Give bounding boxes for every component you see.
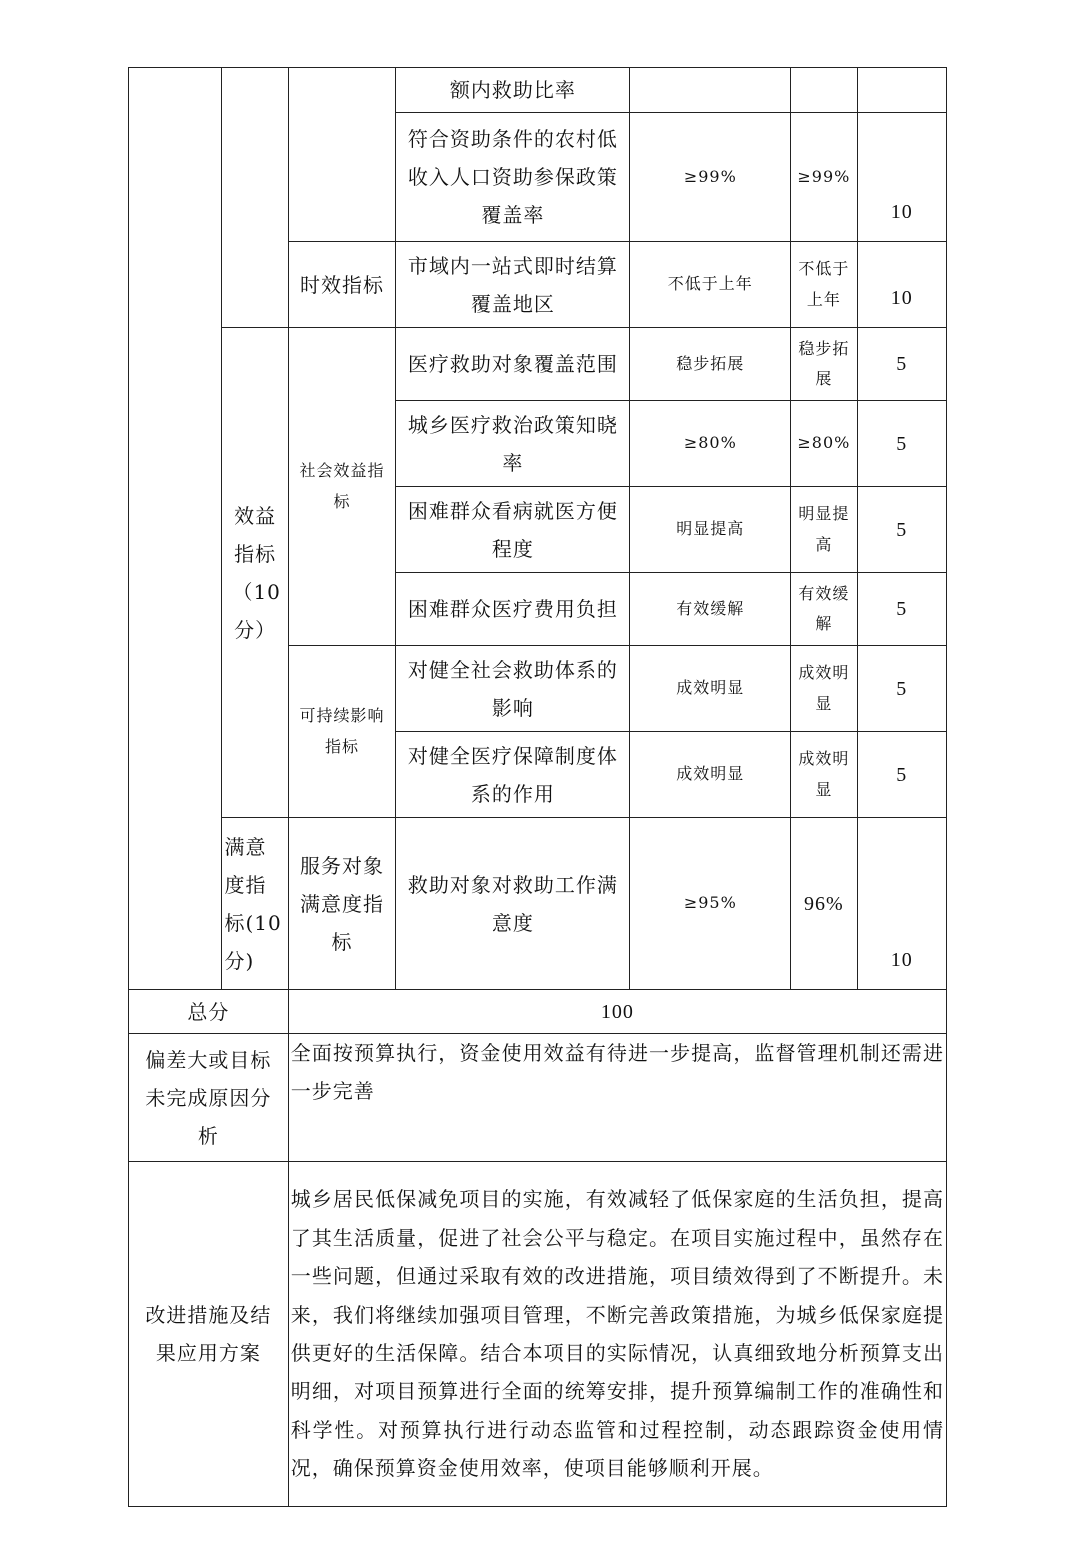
score-cell: 5 [857,732,946,818]
target-cell: ≥80% [630,401,791,487]
satisfaction-category-cell: 满意度指标(10分) [222,818,288,990]
actual-cell: 成效明显 [791,646,857,732]
improvement-row [129,1162,947,1507]
target-cell: 不低于上年 [630,242,791,328]
score-cell: 10 [857,242,946,328]
indicator-cell: 对健全医疗保障制度体系的作用 [396,732,630,818]
level1-category-cell [129,68,222,990]
score-cell: 5 [857,328,946,401]
table-row [129,818,947,990]
total-row [129,990,947,1034]
indicator-cell: 困难群众医疗费用负担 [396,573,630,646]
score-cell: 5 [857,487,946,573]
performance-table [128,67,947,1507]
table-row [129,328,947,401]
sustainability-category-cell: 可持续影响指标 [288,646,396,818]
indicator-cell: 困难群众看病就医方便程度 [396,487,630,573]
actual-cell: 有效缓解 [791,573,857,646]
indicator-cell: 符合资助条件的农村低收入人口资助参保政策覆盖率 [396,113,630,242]
deviation-text: 全面按预算执行，资金使用效益有待进一步提高，监督管理机制还需进一步完善 [288,1034,946,1162]
deviation-row [129,1034,947,1162]
actual-cell [791,68,857,113]
target-cell: ≥99% [630,113,791,242]
benefit-category-cell: 效益指标（10分） [222,328,288,818]
indicator-cell: 城乡医疗救治政策知晓率 [396,401,630,487]
improvement-label: 改进措施及结果应用方案 [129,1162,289,1507]
score-cell [857,68,946,113]
total-label: 总分 [129,990,289,1034]
actual-cell: 成效明显 [791,732,857,818]
target-cell [630,68,791,113]
target-cell: ≥95% [630,818,791,990]
target-cell: 有效缓解 [630,573,791,646]
actual-cell: ≥99% [791,113,857,242]
target-cell: 成效明显 [630,646,791,732]
indicator-cell: 医疗救助对象覆盖范围 [396,328,630,401]
score-cell: 10 [857,818,946,990]
improvement-text: 城乡居民低保减免项目的实施，有效减轻了低保家庭的生活负担，提高了其生活质量，促进了社会公平与稳定。在项目实施过程中，虽然存在一些问题，但通过采取有效的改进措施，项目绩效得到了不断提升。未来，我们将继续加强项目管理，不断完善政策措施，为城乡低保家庭提供更好的生活保障。结合本项目的实际情况，认真细致地分析预算支出明细，对项目预算进行全面的统筹安排，提升预算编制工作的准确性和科学性。对预算执行进行动态监管和过程控制，动态跟踪资金使用情况，确保预算资金使用效率，使项目能够顺利开展。 [288,1162,946,1507]
actual-cell: 稳步拓展 [791,328,857,401]
target-cell: 成效明显 [630,732,791,818]
score-cell: 5 [857,401,946,487]
level3-category-cell: 服务对象满意度指标 [288,818,396,990]
level2-category-cell [222,68,288,328]
indicator-cell: 市域内一站式即时结算覆盖地区 [396,242,630,328]
actual-cell: 96% [791,818,857,990]
level3-category-cell: 时效指标 [288,242,396,328]
total-value: 100 [288,990,946,1034]
social-benefit-category-cell: 社会效益指标 [288,328,396,646]
target-cell: 稳步拓展 [630,328,791,401]
score-cell: 5 [857,646,946,732]
indicator-cell: 额内救助比率 [396,68,630,113]
score-cell: 10 [857,113,946,242]
deviation-label: 偏差大或目标未完成原因分析 [129,1034,289,1162]
indicator-cell: 对健全社会救助体系的影响 [396,646,630,732]
actual-cell: 不低于上年 [791,242,857,328]
indicator-cell: 救助对象对救助工作满意度 [396,818,630,990]
level3-category-cell [288,68,396,242]
score-cell: 5 [857,573,946,646]
target-cell: 明显提高 [630,487,791,573]
table-row [129,68,947,113]
actual-cell: ≥80% [791,401,857,487]
actual-cell: 明显提高 [791,487,857,573]
